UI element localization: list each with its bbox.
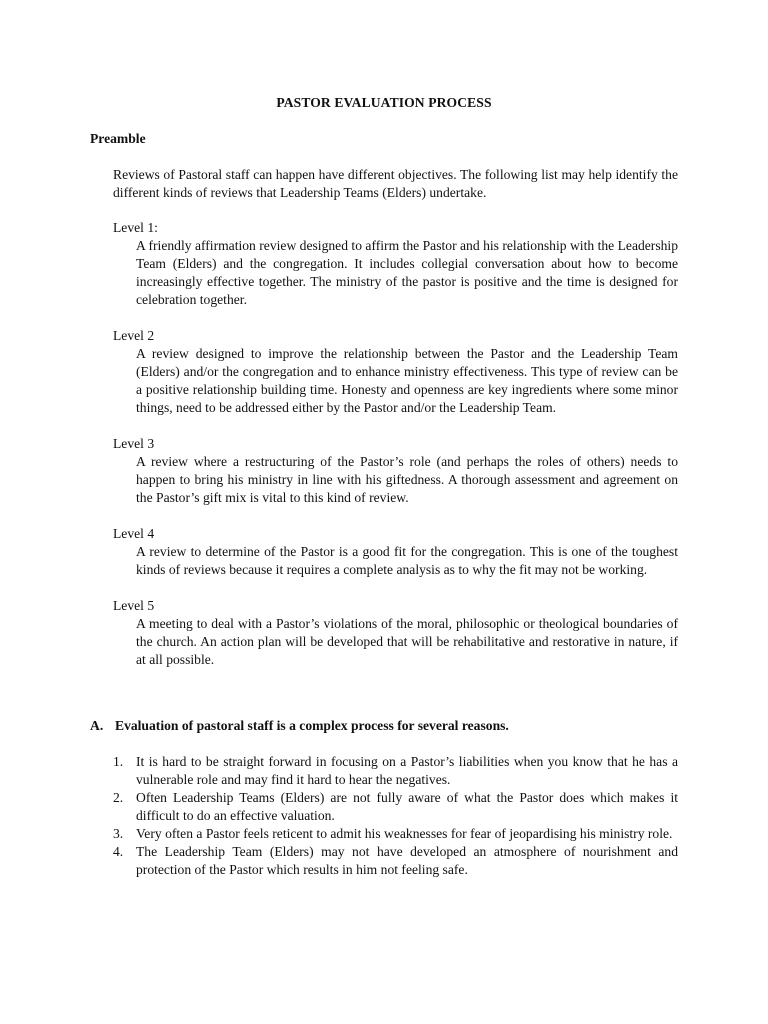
section-a-title: Evaluation of pastoral staff is a complex process for several reasons. — [115, 718, 509, 733]
preamble-heading: Preamble — [90, 131, 146, 146]
reasons-list — [113, 753, 678, 879]
review-level-label: Level 1: — [113, 220, 158, 235]
review-level-description: A meeting to deal with a Pastor’s violations of the moral, philosophic or theological boundaries of the church. An action plan will be developed that will be rehabilitative and restorative in nature, if at all possible. — [136, 616, 678, 667]
review-level — [113, 525, 678, 579]
review-level — [113, 435, 678, 507]
list-item-number: 1. — [113, 754, 124, 769]
list-item-number: 3. — [113, 826, 124, 841]
section-a-marker: A. — [90, 718, 104, 733]
review-level-description: A review designed to improve the relationship between the Pastor and the Leadership Team (Elders) and/or the congregation and to enhance ministry effectiveness. This type of review can be a positive relationship building time. Honesty and openness are key ingredients where some minor things, need to be addressed either by the Pastor and/or the Leadership Team. — [136, 346, 678, 415]
review-level-label: Level 3 — [113, 436, 155, 451]
review-levels-list — [113, 219, 678, 687]
list-item-text: It is hard to be straight forward in focusing on a Pastor’s liabilities when you know that he has a vulnerable role and may find it hard to hear the negatives. — [136, 754, 678, 787]
document-title: PASTOR EVALUATION PROCESS — [276, 95, 492, 110]
review-level-description: A friendly affirmation review designed to affirm the Pastor and his relationship with the Leadership Team (Elders) and the congregation. It includes collegial conversation about how to become increasingly effective together. The ministry of the pastor is positive and the time is designed for celebration together. — [136, 238, 678, 307]
review-level — [113, 327, 678, 417]
section-a-heading — [90, 717, 690, 735]
list-item-text: Very often a Pastor feels reticent to admit his weaknesses for fear of jeopardising his ministry role. — [136, 826, 673, 841]
review-level — [113, 219, 678, 309]
list-item — [113, 789, 678, 825]
list-item — [113, 843, 678, 879]
review-level-description: A review to determine of the Pastor is a good fit for the congregation. This is one of the toughest kinds of reviews because it requires a complete analysis as to why the fit may not be working. — [136, 544, 678, 577]
preamble-intro: Reviews of Pastoral staff can happen have different objectives. The following list may help identify the different kinds of reviews that Leadership Teams (Elders) undertake. — [113, 167, 678, 200]
review-level-label: Level 2 — [113, 328, 155, 343]
list-item-text: The Leadership Team (Elders) may not have developed an atmosphere of nourishment and protection of the Pastor which results in him not feeling safe. — [136, 844, 678, 877]
review-level — [113, 597, 678, 669]
list-item — [113, 825, 678, 843]
review-level-label: Level 5 — [113, 598, 155, 613]
list-item — [113, 753, 678, 789]
review-level-label: Level 4 — [113, 526, 155, 541]
list-item-number: 4. — [113, 844, 124, 859]
list-item-number: 2. — [113, 790, 124, 805]
list-item-text: Often Leadership Teams (Elders) are not fully aware of what the Pastor does which makes it difficult to do an effective valuation. — [136, 790, 678, 823]
review-level-description: A review where a restructuring of the Pastor’s role (and perhaps the roles of others) needs to happen to bring his ministry in line with his giftedness. A thorough assessment and agreement on the Pastor’s gift mix is vital to this kind of review. — [136, 454, 678, 505]
